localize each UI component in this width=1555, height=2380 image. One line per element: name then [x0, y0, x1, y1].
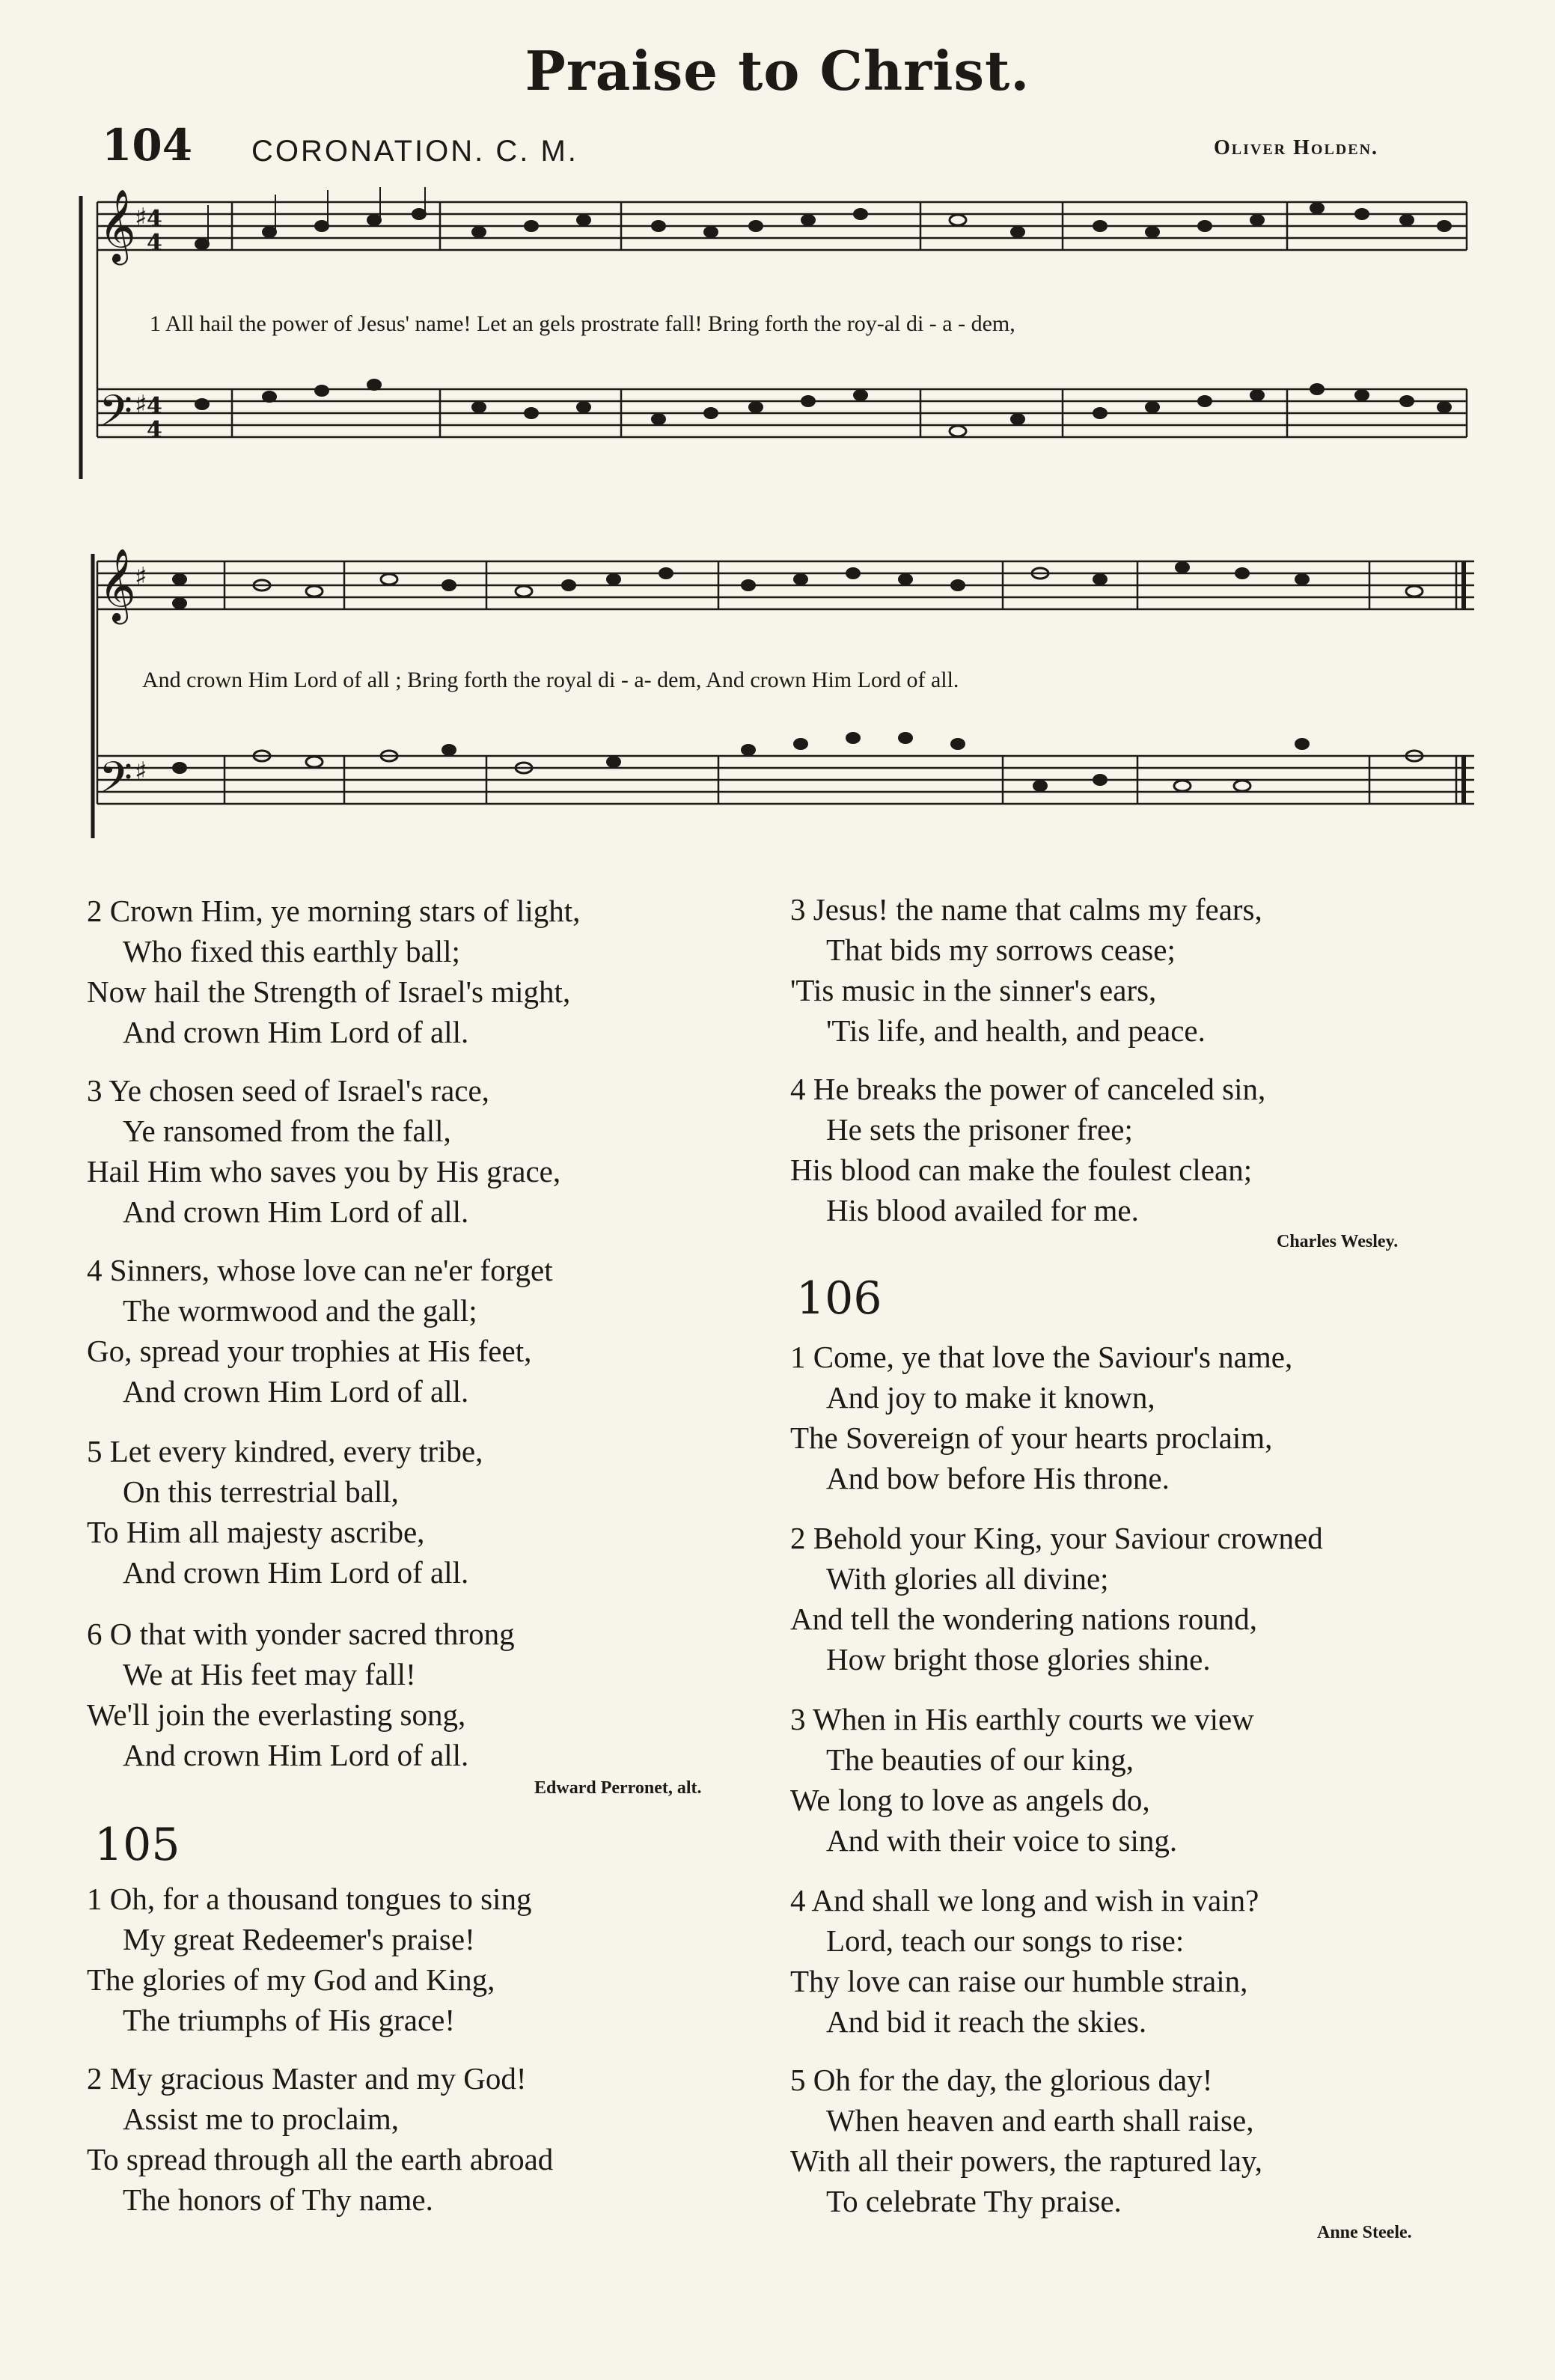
music-system-1 [75, 187, 1482, 486]
verse-line: 'Tis life, and health, and peace. [826, 1013, 1206, 1048]
verse-line: And with their voice to sing. [826, 1823, 1178, 1858]
verse-line: 1 Oh, for a thousand tongues to sing [87, 1882, 532, 1916]
hymn-105-verse-3 [790, 889, 1262, 1051]
hymn-105-verse-2 [87, 2058, 553, 2220]
verse-line: With all their powers, the raptured lay, [790, 2143, 1262, 2178]
verse-line: His blood can make the foulest clean; [790, 1153, 1253, 1187]
verse-line: Hail Him who saves you by His grace, [87, 1154, 561, 1189]
verse-line: 3 Ye chosen seed of Israel's race, [87, 1073, 489, 1108]
verse-line: And crown Him Lord of all. [123, 1738, 469, 1772]
verse-line: And crown Him Lord of all. [123, 1194, 469, 1229]
verse-line: That bids my sorrows cease; [826, 933, 1176, 967]
hymn-104-number: 104 [102, 120, 193, 171]
verse-line: 5 Oh for the day, the glorious day! [790, 2063, 1213, 2097]
hymn-106-credit: Anne Steele. [1317, 2223, 1412, 2242]
hymn-105-verse-1 [87, 1879, 531, 2040]
verse-line: 4 He breaks the power of canceled sin, [790, 1072, 1266, 1106]
verse-line: And crown Him Lord of all. [123, 1374, 469, 1409]
verse-line: The glories of my God and King, [87, 1962, 495, 1997]
verse-line: 1 Come, ye that love the Saviour's name, [790, 1340, 1293, 1374]
verse-line: 3 Jesus! the name that calms my fears, [790, 892, 1262, 927]
verse-line: 5 Let every kindred, every tribe, [87, 1434, 483, 1468]
verse-line: And tell the wondering nations round, [790, 1602, 1258, 1636]
verse-line: And crown Him Lord of all. [123, 1555, 469, 1590]
verse-line: 3 When in His earthly courts we view [790, 1702, 1254, 1736]
verse-line: When heaven and earth shall raise, [826, 2103, 1254, 2138]
hymn-104-verse-2 [87, 891, 580, 1052]
lyric-line-2: And crown Him Lord of all ; Bring forth the royal di - a- dem, And crown Him Lord of all. [142, 668, 959, 692]
hymn-106-verse-1 [790, 1337, 1292, 1498]
svg-text:4: 4 [147, 206, 162, 232]
verse-line: 2 My gracious Master and my God! [87, 2061, 527, 2096]
svg-text:♯: ♯ [135, 757, 147, 787]
hymn-105-number: 105 [94, 1819, 180, 1871]
verse-line: Ye ransomed from the fall, [123, 1114, 451, 1148]
verse-line: 'Tis music in the sinner's ears, [790, 973, 1157, 1007]
svg-text:𝄢: 𝄢 [99, 752, 133, 814]
verse-line: Who fixed this earthly ball; [123, 934, 460, 968]
svg-text:𝄢: 𝄢 [99, 385, 133, 447]
svg-text:4: 4 [147, 393, 162, 419]
verse-line: The Sovereign of your hearts proclaim, [790, 1421, 1273, 1455]
svg-text:𝄞: 𝄞 [99, 548, 136, 621]
lyric-line-1: 1 All hail the power of Jesus' name! Let an gels prostrate fall! Bring forth the roy-al di - a - dem, [150, 311, 1015, 336]
hymn-106-verse-2 [790, 1518, 1323, 1679]
svg-text:♯: ♯ [135, 390, 147, 420]
verse-line: His blood availed for me. [826, 1193, 1139, 1227]
svg-text:𝄞: 𝄞 [99, 189, 136, 262]
hymn-104-verse-4 [87, 1250, 553, 1412]
hymn-104-verse-5 [87, 1431, 483, 1593]
hymn-104-credit: Edward Perronet, alt. [534, 1778, 702, 1798]
tune-name: CORONATION. C. M. [251, 135, 578, 168]
verse-line: With glories all divine; [826, 1561, 1109, 1596]
page-title: Praise to Christ. [525, 39, 1030, 103]
verse-line: And bow before His throne. [826, 1461, 1170, 1495]
verse-line: The wormwood and the gall; [123, 1293, 477, 1328]
verse-line: To celebrate Thy praise. [826, 2184, 1122, 2218]
verse-line: And joy to make it known, [826, 1380, 1155, 1415]
hymn-106-verse-5 [790, 2060, 1262, 2221]
verse-line: 2 Crown Him, ye morning stars of light, [87, 894, 581, 928]
hymn-105-verse-4 [790, 1069, 1265, 1230]
verse-line: And crown Him Lord of all. [123, 1015, 469, 1049]
verse-line: Assist me to proclaim, [123, 2102, 399, 2136]
verse-line: He sets the prisoner free; [826, 1112, 1133, 1147]
hymn-106-verse-4 [790, 1880, 1259, 2042]
svg-text:♯: ♯ [135, 203, 147, 233]
hymn-106-number: 106 [796, 1272, 882, 1325]
hymn-104-verse-3 [87, 1070, 560, 1232]
verse-line: On this terrestrial ball, [123, 1474, 399, 1509]
verse-line: My great Redeemer's praise! [123, 1922, 475, 1956]
verse-line: The honors of Thy name. [123, 2182, 433, 2217]
verse-line: We at His feet may fall! [123, 1657, 416, 1691]
hymn-105-credit: Charles Wesley. [1277, 1232, 1399, 1251]
verse-line: How bright those glories shine. [826, 1642, 1211, 1676]
hymn-104-verse-6 [87, 1614, 515, 1775]
verse-line: The triumphs of His grace! [123, 2003, 456, 2037]
svg-text:♯: ♯ [135, 562, 147, 592]
svg-text:4: 4 [147, 230, 162, 256]
verse-line: We'll join the everlasting song, [87, 1697, 466, 1732]
verse-line: Go, spread your trophies at His feet, [87, 1334, 532, 1368]
verse-line: 6 O that with yonder sacred throng [87, 1617, 515, 1651]
verse-line: 4 Sinners, whose love can ne'er forget [87, 1253, 553, 1287]
verse-line: Lord, teach our songs to rise: [826, 1923, 1185, 1958]
verse-line: The beauties of our king, [826, 1742, 1134, 1777]
verse-line: 2 Behold your King, your Saviour crowned [790, 1521, 1323, 1555]
svg-text:4: 4 [147, 417, 162, 443]
verse-line: Now hail the Strength of Israel's might, [87, 974, 571, 1009]
verse-line: We long to love as angels do, [790, 1783, 1150, 1817]
hymn-106-verse-3 [790, 1699, 1254, 1861]
composer: Oliver Holden. [1214, 136, 1379, 159]
verse-line: And bid it reach the skies. [826, 2004, 1147, 2039]
verse-line: Thy love can raise our humble strain, [790, 1964, 1248, 1998]
score-system-1 [75, 187, 1482, 486]
verse-line: 4 And shall we long and wish in vain? [790, 1883, 1259, 1917]
verse-line: To spread through all the earth abroad [87, 2142, 554, 2176]
verse-line: To Him all majesty ascribe, [87, 1515, 425, 1549]
